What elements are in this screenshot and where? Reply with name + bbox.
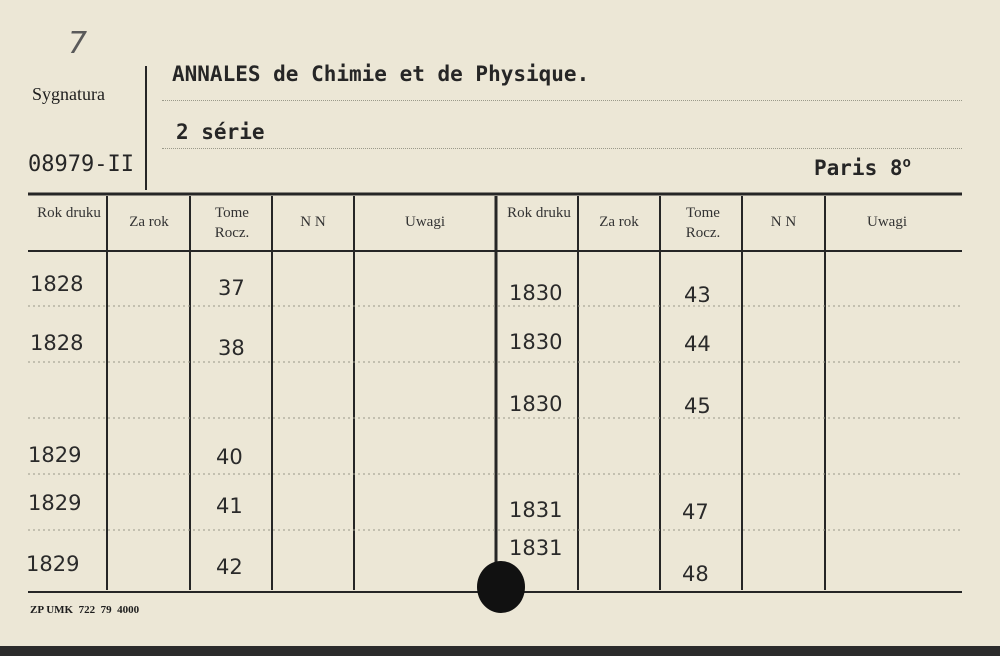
handwritten-number: 7 bbox=[68, 26, 88, 61]
col-header-za-rok: Za rok bbox=[129, 214, 169, 230]
table-row-right-1-tom: 43 bbox=[684, 283, 711, 307]
col-header-tome-rocz-2: Tome Rocz. bbox=[685, 205, 721, 241]
table-row-left-4-tom: 40 bbox=[216, 445, 243, 469]
col-header-nn: N N bbox=[300, 214, 326, 230]
scan-background-strip bbox=[0, 646, 1000, 656]
sygnatura-label: Sygnatura bbox=[32, 84, 105, 104]
place-text: Paris 8 bbox=[814, 156, 903, 180]
col-header-nn-2: N N bbox=[770, 214, 797, 230]
col-header-za-rok-2: Za rok bbox=[599, 214, 639, 230]
table-row-right-5-tom: 47 bbox=[682, 500, 709, 524]
table-row-left-4-rok: 1829 bbox=[28, 443, 82, 467]
col-header-rok-druku-2: Rok druku bbox=[507, 205, 571, 221]
table-row-left-1-tom: 37 bbox=[218, 276, 245, 300]
printer-code: ZP UMK 722 79 4000 bbox=[30, 604, 140, 616]
punch-hole bbox=[477, 561, 525, 613]
col-header-tome-rocz: Tome Rocz. bbox=[214, 205, 250, 241]
series-label: 2 série bbox=[176, 120, 265, 144]
publication-title: ANNALES de Chimie et de Physique. bbox=[172, 62, 590, 86]
table-row-left-2-tom: 38 bbox=[218, 336, 245, 360]
table-row-left-6-tom: 42 bbox=[216, 555, 243, 579]
table-row-right-6-tom: 48 bbox=[682, 562, 709, 586]
col-header-uwagi-2: Uwagi bbox=[867, 214, 907, 230]
table-row-right-2-tom: 44 bbox=[684, 332, 711, 356]
table-row-right-1-rok: 1830 bbox=[509, 281, 563, 305]
place-superscript: o bbox=[902, 155, 911, 171]
table-row-right-3-rok: 1830 bbox=[509, 392, 563, 416]
table-row-left-1-rok: 1828 bbox=[30, 272, 84, 296]
col-header-uwagi: Uwagi bbox=[405, 214, 445, 230]
call-number: 08979-II bbox=[28, 152, 134, 177]
table-row-right-2-rok: 1830 bbox=[509, 330, 563, 354]
table-row-right-5-rok: 1831 bbox=[509, 498, 563, 522]
col-header-rok-druku: Rok druku bbox=[37, 205, 101, 221]
table-row-left-6-rok: 1829 bbox=[26, 552, 80, 576]
table-row-left-5-tom: 41 bbox=[216, 494, 243, 518]
table-row-right-6-rok: 1831 bbox=[509, 536, 563, 560]
table-row-left-2-rok: 1828 bbox=[30, 331, 84, 355]
table-row-left-5-rok: 1829 bbox=[28, 491, 82, 515]
table-row-right-3-tom: 45 bbox=[684, 394, 711, 418]
